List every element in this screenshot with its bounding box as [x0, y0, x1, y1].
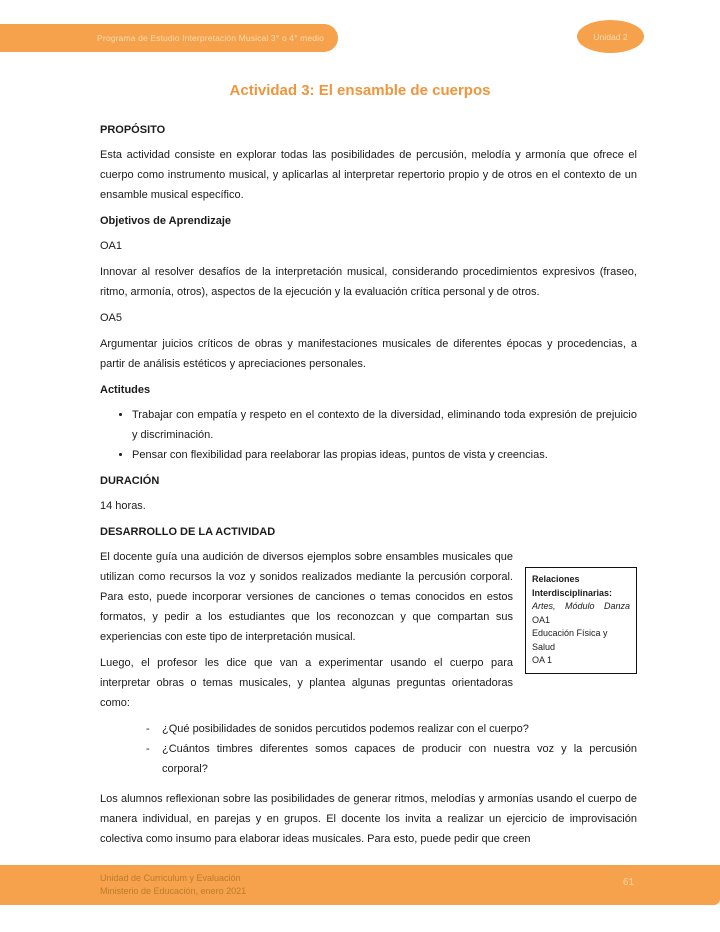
unit-badge	[577, 20, 644, 53]
actitudes-list	[100, 405, 637, 465]
relations-box-line: OA 1	[532, 655, 553, 665]
footer-line-2: Ministerio de Educación, enero 2021	[100, 886, 247, 896]
unit-badge-label: Unidad 2	[593, 31, 628, 42]
proposito-heading: PROPÓSITO	[100, 124, 166, 136]
relations-box-heading: Relaciones Interdisciplinarias:	[532, 574, 613, 598]
relations-box-line: OA1	[532, 614, 551, 625]
question-item: - ¿Cuántos timbres diferentes somos capaces de producir con nuestra voz y la percusión corporal?	[146, 739, 637, 779]
desarrollo-paragraph-1: El docente guía una audición de diversos ejemplos sobre ensambles musicales que utilizan como recursos la voz y sonidos realizados mediante la percusión corporal. Para esto, puede incorporar versiones de canciones o temas conocidos en estos formatos, y pedir a los estudiantes que los reconozcan y que compartan sus experiencias con este tipo de interpretación musical.	[100, 551, 513, 643]
actitudes-item: • Trabajar con empatía y respeto en el contexto de la diversidad, eliminando toda expresión de prejuicio y discriminación.	[132, 405, 637, 445]
desarrollo-paragraph-3: Los alumnos reflexionan sobre las posibilidades de generar ritmos, melodías y armonías usando el cuerpo de manera individual, en parejas y en grupos. El docente los invita a realizar un ejercicio de improvisación colectiva como insumo para elaborar ideas musicales. Para esto, puede pedir que creen	[100, 793, 637, 845]
questions-list	[100, 719, 637, 779]
actitudes-item: • Pensar con flexibilidad para reelaborar las propias ideas, puntos de vista y creencias.	[132, 445, 637, 465]
duracion-text: 14 horas.	[100, 500, 146, 512]
desarrollo-flow	[100, 547, 637, 713]
document-body	[100, 120, 637, 855]
footer-bar	[0, 865, 720, 905]
page-number: 61	[622, 877, 634, 888]
relations-box-line: Educación Física y Salud	[532, 628, 608, 652]
question-item: - ¿Qué posibilidades de sonidos percutidos podemos realizar con el cuerpo?	[146, 719, 637, 739]
page-title: Actividad 3: El ensamble de cuerpos	[229, 82, 491, 99]
desarrollo-heading: DESARROLLO DE LA ACTIVIDAD	[100, 526, 276, 538]
footer-text	[100, 872, 246, 898]
footer-line-1: Unidad de Curriculum y Evaluación	[100, 873, 241, 883]
relations-box-italic-line: Artes, Módulo Danza	[532, 601, 630, 611]
oa1-text: Innovar al resolver desafíos de la interpretación musical, considerando procedimientos expresivos (fraseo, ritmo, armonía, otros), aspectos de la ejecución y la evaluación crítica personal y de otros.	[100, 266, 637, 298]
oa1-code: OA1	[100, 240, 123, 252]
duracion-heading: DURACIÓN	[100, 475, 160, 487]
oa5-text: Argumentar juicios críticos de obras y manifestaciones musicales de diferentes épocas y procedencias, a partir de análisis estéticos y apreciaciones personales.	[100, 338, 637, 370]
relations-box	[525, 567, 637, 674]
proposito-paragraph: Esta actividad consiste en explorar todas las posibilidades de percusión, melodía y armonía que ofrece el cuerpo como instrumento musical, y aplicarlas al interpretar repertorio propio y de otros en el contexto de un ensamble musical específico.	[100, 149, 637, 201]
oa5-code: OA5	[100, 312, 123, 324]
actitudes-heading: Actitudes	[100, 384, 151, 396]
desarrollo-paragraph-2: Luego, el profesor les dice que van a experimentar usando el cuerpo para interpretar obras o temas musicales, y plantea algunas preguntas orientadoras como:	[100, 657, 513, 709]
program-banner	[0, 24, 338, 52]
program-banner-label: Programa de Estudio Interpretación Musical 3° o 4° medio	[97, 33, 324, 43]
objetivos-heading: Objetivos de Aprendizaje	[100, 215, 232, 227]
